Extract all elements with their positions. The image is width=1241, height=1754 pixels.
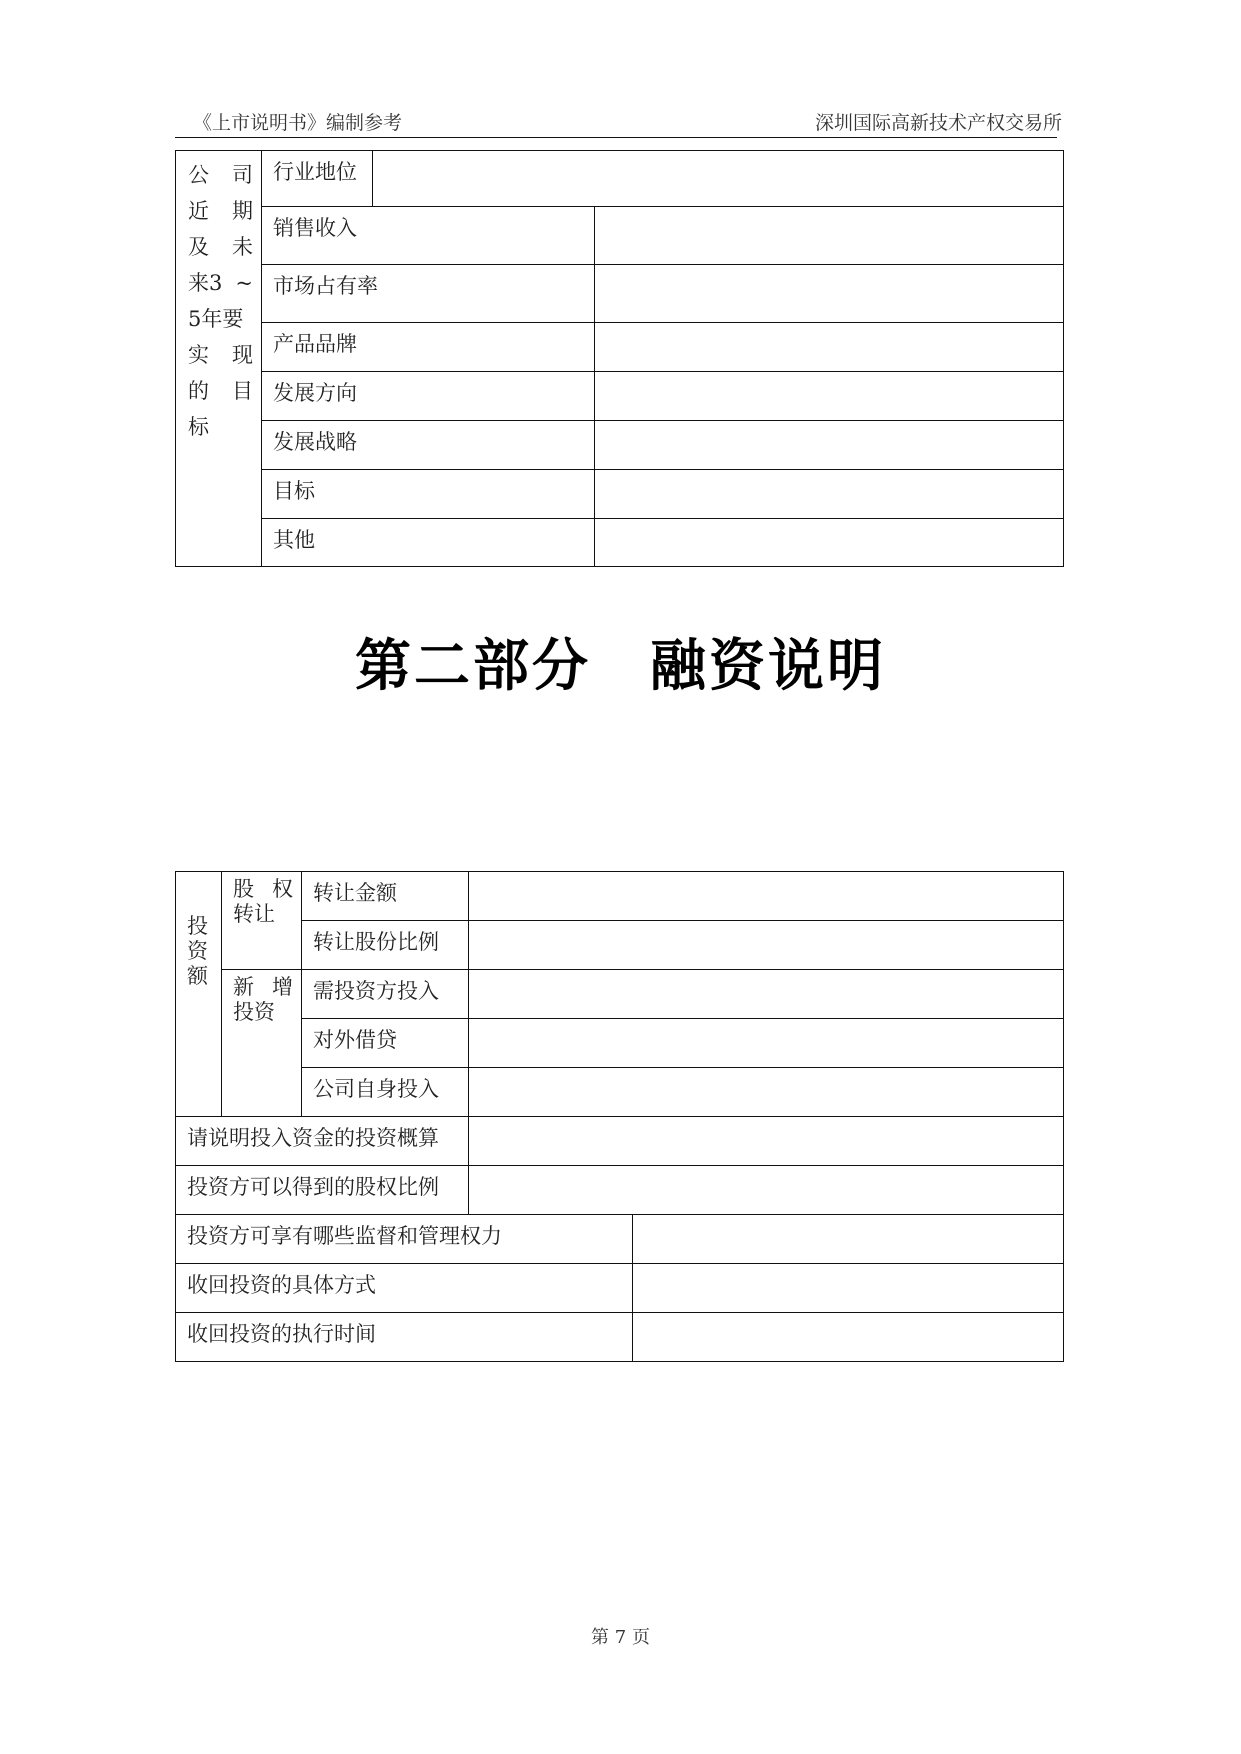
field-exit-timing[interactable] <box>633 1313 1064 1362</box>
field-company-own-input[interactable] <box>469 1068 1064 1117</box>
row-label-exit-method: 收回投资的具体方式 <box>176 1264 633 1313</box>
row-label-market-share: 市场占有率 <box>262 265 595 323</box>
header-org-name: 深圳国际高新技术产权交易所 <box>815 112 1063 134</box>
section-title: 第二部分 融资说明 <box>355 634 886 699</box>
header-doc-title: 《上市说明书》编制参考 <box>193 112 403 134</box>
row-label-target: 目标 <box>262 470 595 519</box>
field-transfer-share-ratio[interactable] <box>469 921 1064 970</box>
company-goals-table <box>175 150 1064 567</box>
field-industry-position[interactable] <box>373 151 1064 207</box>
field-product-brand[interactable] <box>595 323 1064 372</box>
field-exit-method[interactable] <box>633 1264 1064 1313</box>
equity-transfer-label: 股 权 转让 <box>222 872 302 970</box>
row-label-sales-revenue: 销售收入 <box>262 207 595 265</box>
row-label-exit-timing: 收回投资的执行时间 <box>176 1313 633 1362</box>
goals-group-label: 公 司 近 期 及 未 来3 ~ 5年要 实 现 的 目 标 <box>176 151 262 567</box>
row-label-transfer-share-ratio: 转让股份比例 <box>302 921 469 970</box>
field-investor-input[interactable] <box>469 970 1064 1019</box>
field-investor-equity-ratio[interactable] <box>469 1166 1064 1215</box>
row-label-supervision-rights: 投资方可享有哪些监督和管理权力 <box>176 1215 633 1264</box>
field-investment-budget[interactable] <box>469 1117 1064 1166</box>
field-target[interactable] <box>595 470 1064 519</box>
row-label-investor-equity-ratio: 投资方可以得到的股权比例 <box>176 1166 469 1215</box>
row-label-company-own-input: 公司自身投入 <box>302 1068 469 1117</box>
new-investment-label: 新 增 投资 <box>222 970 302 1117</box>
field-sales-revenue[interactable] <box>595 207 1064 265</box>
row-label-transfer-amount: 转让金额 <box>302 872 469 921</box>
field-development-strategy[interactable] <box>595 421 1064 470</box>
row-label-development-strategy: 发展战略 <box>262 421 595 470</box>
row-label-product-brand: 产品品牌 <box>262 323 595 372</box>
row-label-investor-input: 需投资方投入 <box>302 970 469 1019</box>
row-label-industry-position: 行业地位 <box>262 151 373 207</box>
row-label-other: 其他 <box>262 519 595 567</box>
field-transfer-amount[interactable] <box>469 872 1064 921</box>
field-market-share[interactable] <box>595 265 1064 323</box>
page-number: 第 7 页 <box>591 1627 650 1648</box>
field-other[interactable] <box>595 519 1064 567</box>
investment-group-label: 投 资 额 <box>176 872 222 1117</box>
row-label-development-direction: 发展方向 <box>262 372 595 421</box>
financing-table <box>175 871 1064 1362</box>
field-development-direction[interactable] <box>595 372 1064 421</box>
field-external-loans[interactable] <box>469 1019 1064 1068</box>
field-supervision-rights[interactable] <box>633 1215 1064 1264</box>
row-label-external-loans: 对外借贷 <box>302 1019 469 1068</box>
header-rule <box>175 137 1057 138</box>
row-label-investment-budget: 请说明投入资金的投资概算 <box>176 1117 469 1166</box>
